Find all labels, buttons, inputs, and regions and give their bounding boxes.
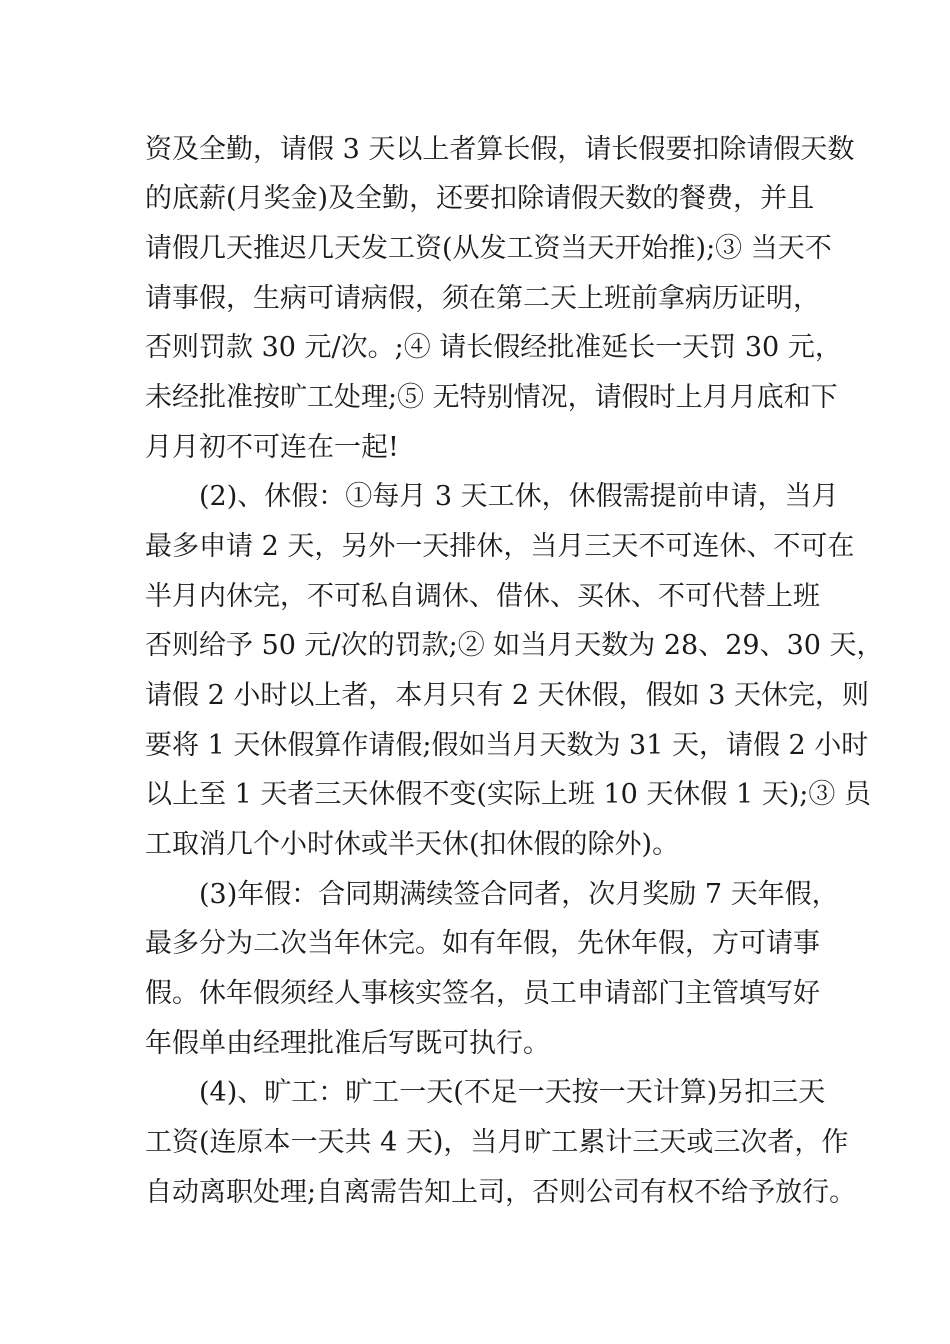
text-line: 否则给予 50 元/次的罚款;② 如当月天数为 28、29、30 天， bbox=[145, 630, 884, 661]
text-line: 请假几天推迟几天发工资(从发工资当天开始推);③ 当天不 bbox=[145, 233, 832, 264]
text-line: 最多申请 2 天，另外一天排休，当月三天不可连休、不可在 bbox=[145, 531, 855, 562]
text-line: 的底薪(月奖金)及全勤，还要扣除请假天数的餐费，并且 bbox=[145, 183, 815, 214]
paragraph-heading-absenteeism: (4)、旷工：旷工一天(不足一天按一天计算)另扣三天 bbox=[199, 1077, 826, 1108]
text-line: 要将 1 天休假算作请假;假如当月天数为 31 天，请假 2 小时 bbox=[145, 730, 869, 761]
text-line: 未经批准按旷工处理;⑤ 无特别情况，请假时上月月底和下 bbox=[145, 382, 838, 413]
text-line: 工资(连原本一天共 4 天)，当月旷工累计三天或三次者，作 bbox=[145, 1127, 849, 1158]
paragraph-heading-vacation: (2)、休假：①每月 3 天工休，休假需提前申请，当月 bbox=[199, 481, 839, 512]
text-line: 自动离职处理;自离需告知上司，否则公司有权不给予放行。 bbox=[145, 1177, 857, 1208]
text-line: 工取消几个小时休或半天休(扣休假的除外)。 bbox=[145, 829, 680, 860]
text-line: 半月内休完，不可私自调休、借休、买休、不可代替上班 bbox=[145, 581, 820, 612]
text-line: 以上至 1 天者三天休假不变(实际上班 10 天休假 1 天);③ 员 bbox=[145, 779, 871, 810]
text-line: 最多分为二次当年休完。如有年假，先休年假，方可请事 bbox=[145, 928, 820, 959]
text-line: 资及全勤，请假 3 天以上者算长假，请长假要扣除请假天数 bbox=[145, 134, 855, 165]
text-line: 请假 2 小时以上者，本月只有 2 天休假，假如 3 天休完，则 bbox=[145, 680, 870, 711]
text-line: 月月初不可连在一起! bbox=[145, 432, 399, 463]
text-line: 请事假，生病可请病假，须在第二天上班前拿病历证明， bbox=[145, 283, 820, 314]
paragraph-heading-annual-leave: (3)年假：合同期满续签合同者，次月奖励 7 天年假， bbox=[199, 879, 839, 910]
text-line: 否则罚款 30 元/次。;④ 请长假经批准延长一天罚 30 元， bbox=[145, 332, 842, 363]
text-line: 假。休年假须经人事核实签名，员工申请部门主管填写好 bbox=[145, 978, 820, 1009]
text-line: 年假单由经理批准后写既可执行。 bbox=[145, 1028, 550, 1059]
